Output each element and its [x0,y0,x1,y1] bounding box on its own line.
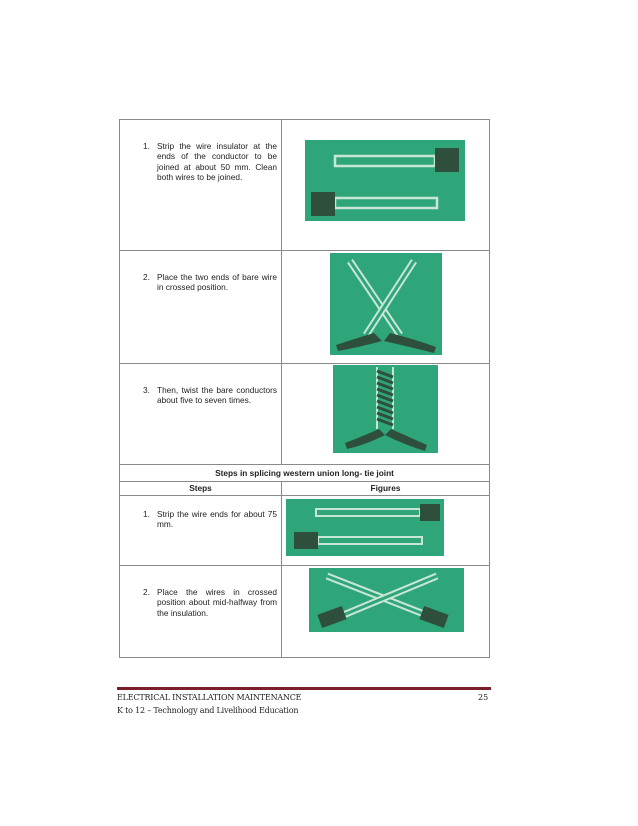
step-text: 1. Strip the wire ends for about 75 mm. [143,509,277,530]
twisted-wires-icon [333,365,438,453]
table-row [120,465,490,482]
step-cell [120,120,282,251]
footer-title: ELECTRICAL INSTALLATION MAINTENANCE [117,693,302,702]
step-cell [120,496,282,566]
step-text: 2. Place the wires in crossed position about mid-halfway from the insulation. [143,587,277,618]
figure-cell [282,120,490,251]
footer-subtitle: K to 12 – Technology and Livelihood Education [117,706,299,715]
table-row [120,120,490,251]
step-cell [120,251,282,364]
footer-divider [117,687,491,690]
table-row [120,566,490,658]
step-text: 2. Place the two ends of bare wire in crossed position. [143,272,277,293]
figure-cell [282,364,490,465]
step-cell [120,566,282,658]
figure-cell [282,496,490,566]
splicing-steps-table [119,119,490,658]
step-text: 3. Then, twist the bare conductors about five to seven times. [143,385,277,406]
steps-column-header: Steps [120,482,282,496]
stripped-parallel-wires-icon [305,140,465,221]
figure-cell [282,251,490,364]
step-text: 1. Strip the wire insulator at the ends of the conductor to be joined at about 50 mm. Clean both wires to be joined. [143,141,277,183]
table-row [120,251,490,364]
table-row [120,482,490,496]
figures-column-header: Figures [282,482,490,496]
figure-cell [282,566,490,658]
table-row [120,364,490,465]
crossed-wires-icon [309,568,464,632]
crossed-wires-icon [330,253,442,355]
step-cell [120,364,282,465]
table-row [120,496,490,566]
stripped-parallel-wires-icon [286,499,444,556]
page-number: 25 [478,693,489,702]
section-heading: Steps in splicing western union long- tie joint [120,465,490,482]
